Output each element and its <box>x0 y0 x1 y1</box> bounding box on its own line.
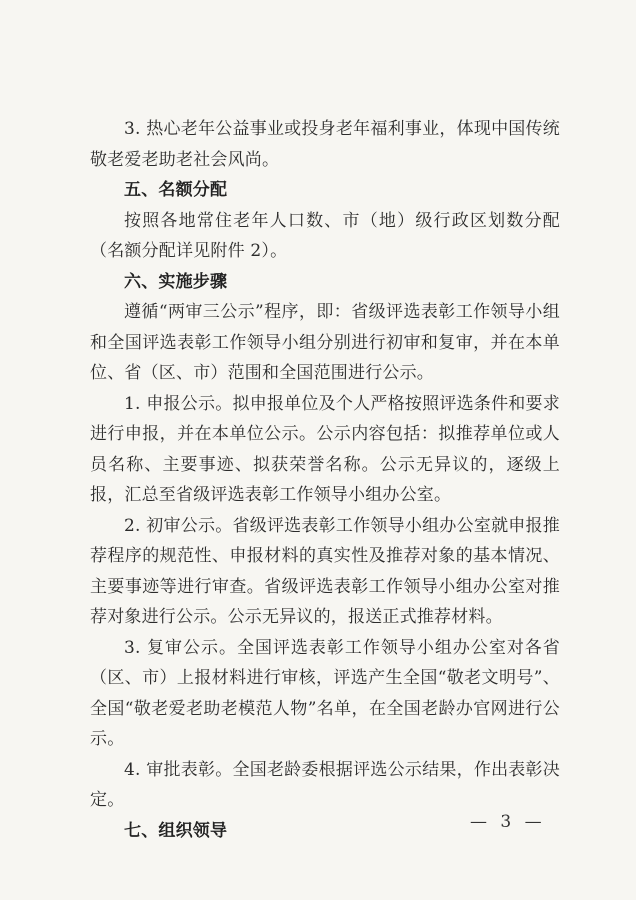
paragraph-quota-allocation: 按照各地常住老年人口数、市（地）级行政区划数分配（名额分配详见附件 2）。 <box>90 210 560 261</box>
paragraph-procedure-overview: 遵循“两审三公示”程序，即：省级评选表彰工作领导小组和全国评选表彰工作领导小组分别进行初审和复审，并在本单位、省（区、市）范围和全国范围进行公示。 <box>90 302 560 383</box>
section-heading-organization-leadership: 七、组织领导 <box>124 820 228 841</box>
paragraph-step-2-preliminary-review: 2. 初审公示。省级评选表彰工作领导小组办公室就申报推荐程序的规范性、申报材料的真实性及推荐对象的基本情况、主要事迹等进行审查。省级评选表彰工作领导小组办公室对推荐对象进行公示。公示无异议的，报送正式推荐材料。 <box>90 515 560 627</box>
section-heading-quota-allocation: 五、名额分配 <box>124 180 228 200</box>
document-body <box>90 114 560 846</box>
paragraph-step-4-approval: 4. 审批表彰。全国老龄委根据评选公示结果，作出表彰决定。 <box>90 759 560 810</box>
page-number: — 3 — <box>470 812 546 832</box>
paragraph-step-1-application: 1. 申报公示。拟申报单位及个人严格按照评选条件和要求进行申报，并在本单位公示。公示内容包括：拟推荐单位或人员名称、主要事迹、拟获荣誉名称。公示无异议的，逐级上报，汇总至省级评选表彰工作领导小组办公室。 <box>90 393 560 505</box>
paragraph-criterion-3: 3. 热心老年公益事业或投身老年福利事业，体现中国传统敬老爱老助老社会风尚。 <box>90 119 560 170</box>
section-heading-implementation-steps: 六、实施步骤 <box>124 271 228 292</box>
paragraph-step-3-final-review: 3. 复审公示。全国评选表彰工作领导小组办公室对各省（区、市）上报材料进行审核，评选产生全国“敬老文明号”、全国“敬老爱老助老模范人物”名单，在全国老龄办官网进行公示。 <box>90 637 560 749</box>
